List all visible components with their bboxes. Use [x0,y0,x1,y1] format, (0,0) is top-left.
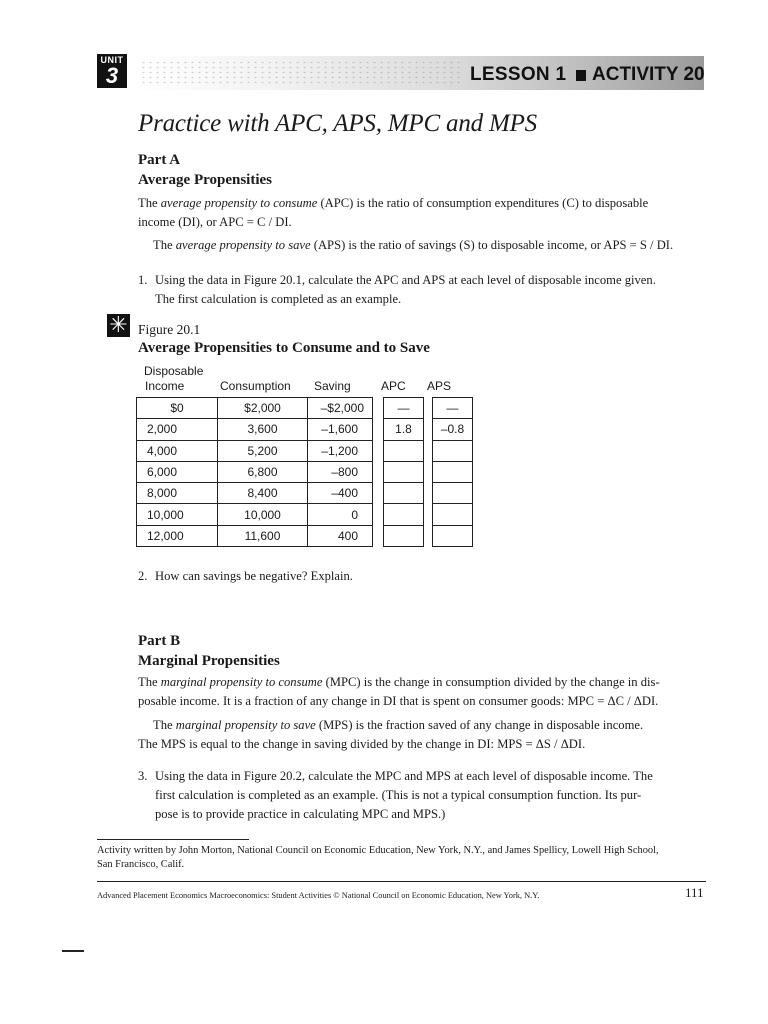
col-header-consumption: Consumption [220,379,291,393]
table-gap-cell [424,483,433,504]
text-span: (MPS) is the fraction saved of any change in disposable income. [315,718,644,732]
table-cell-consumption: 10,000 [218,504,308,525]
table-cell-apc [384,483,424,504]
lesson-label: LESSON 1 [470,64,567,85]
table-cell-saving: –1,200 [308,440,373,461]
text-span: posable income. It is a fraction of any change in DI that is spent on consumer goods: MPC = ΔC / ΔDI. [138,694,659,708]
unit-number: 3 [105,63,119,88]
table-cell-aps [433,525,473,546]
table-cell-consumption: 5,200 [218,440,308,461]
figure-label: Figure 20.1 [138,322,201,337]
table-cell-income: 4,000 [137,440,218,461]
footer-text: Advanced Placement Economics Macroeconomics: Student Activities © National Council on Economic Education, New York, N.Y. [97,891,540,900]
col-header-income-line2: Income [145,379,185,393]
text-span: (APC) is the ratio of consumption expenditures (C) to disposable [317,196,649,210]
square-bullet-icon [576,70,586,81]
table-cell-income: 2,000 [137,419,218,440]
table-cell-aps: — [433,398,473,419]
scan-mark [62,950,84,952]
col-header-income-line1: Disposable [144,364,204,378]
part-a-heading: Average Propensities [138,172,272,188]
question-text: Using the data in Figure 20.1, calculate the APC and APS at each level of disposable income given. [155,273,656,287]
mpc-definition [138,673,718,711]
mpc-term: marginal propensity to consume [160,675,323,689]
text-span: (APS) is the ratio of savings (S) to disposable income, or APS = S / DI. [310,238,674,252]
table-cell-income: 8,000 [137,483,218,504]
table-gap-cell [424,440,433,461]
table-cell-aps: –0.8 [433,419,473,440]
text-span: income (DI), or APC = C / DI. [138,215,292,229]
table-cell-consumption: $2,000 [218,398,308,419]
part-b-label: Part B [138,633,181,649]
unit-label: UNIT [100,55,124,65]
table-cell-saving: –$2,000 [308,398,373,419]
table-cell-aps [433,504,473,525]
text-span: The [138,196,161,210]
question-1 [138,271,718,309]
table-cell-saving: –400 [308,483,373,504]
table-row [137,483,473,504]
table-cell-aps [433,440,473,461]
footnote [97,844,709,872]
part-a-label: Part A [138,152,181,168]
table-row [137,461,473,482]
col-header-saving: Saving [314,379,351,393]
mps-definition [138,716,718,754]
footnote-line: Activity written by John Morton, National Council on Economic Education, New York, N.Y., and James Spellicy, Lowell High School, [97,845,659,856]
footnote-line: San Francisco, Calif. [97,859,185,870]
question-text: first calculation is completed as an example. (This is not a typical consumption function. Its pur- [155,788,642,802]
table-row [137,525,473,546]
table-cell-consumption: 11,600 [218,525,308,546]
table-gap-cell [373,419,384,440]
figure-20-1-table [136,397,473,547]
table-cell-saving: –800 [308,461,373,482]
table-row [137,419,473,440]
table-cell-consumption: 6,800 [218,461,308,482]
table-cell-apc [384,461,424,482]
table-gap-cell [373,461,384,482]
aps-definition [153,236,723,255]
table-cell-saving: 0 [308,504,373,525]
table-cell-consumption: 8,400 [218,483,308,504]
table-cell-apc: 1.8 [384,419,424,440]
apc-definition [138,194,718,232]
page-number: 111 [685,885,704,900]
table-cell-saving: 400 [308,525,373,546]
col-header-aps: APS [427,379,452,393]
text-span: The MPS is equal to the change in saving divided by the change in DI: MPS = ΔS / ΔDI. [138,737,586,751]
table-cell-income: 12,000 [137,525,218,546]
apc-term: average propensity to consume [160,196,318,210]
unit-badge [97,54,127,88]
table-cell-income: 6,000 [137,461,218,482]
text-span: (MPC) is the change in consumption divided by the change in dis- [322,675,660,689]
footer-rule [97,881,706,882]
table-gap-cell [373,398,384,419]
header-texture [140,60,460,86]
text-span: The [153,238,176,252]
question-text: pose is to provide practice in calculating MPC and MPS.) [155,807,446,821]
question-3 [138,767,718,824]
table-row [137,440,473,461]
table-cell-apc [384,504,424,525]
table-cell-aps [433,461,473,482]
footnote-rule [97,839,249,840]
table-row [137,398,473,419]
table-cell-income: $0 [137,398,218,419]
table-gap-cell [424,398,433,419]
table-cell-consumption: 3,600 [218,419,308,440]
question-number: 2. [138,569,148,583]
table-gap-cell [424,461,433,482]
table-gap-cell [424,504,433,525]
table-gap-cell [424,419,433,440]
table-cell-income: 10,000 [137,504,218,525]
table-cell-apc [384,525,424,546]
aps-term: average propensity to save [175,238,311,252]
col-header-apc: APC [381,379,406,393]
table-gap-cell [373,525,384,546]
question-text: Using the data in Figure 20.2, calculate the MPC and MPS at each level of disposable income. The [155,769,653,783]
mps-term: marginal propensity to save [175,718,316,732]
table-cell-apc: — [384,398,424,419]
asterisk-icon: ✳ [107,314,130,337]
table-row [137,504,473,525]
text-span: The [153,718,176,732]
table-cell-aps [433,483,473,504]
part-b-heading: Marginal Propensities [138,653,280,669]
table-cell-apc [384,440,424,461]
table-gap-cell [424,525,433,546]
table-gap-cell [373,483,384,504]
text-span: The [138,675,161,689]
question-number: 3. [138,769,148,783]
table-cell-saving: –1,600 [308,419,373,440]
table-gap-cell [373,440,384,461]
table-gap-cell [373,504,384,525]
question-text: The first calculation is completed as an example. [155,292,402,306]
page-title: Practice with APC, APS, MPC and MPS [138,110,537,137]
activity-label: ACTIVITY 20 [592,64,705,85]
figure-title: Average Propensities to Consume and to Save [138,340,430,356]
question-number: 1. [138,273,148,287]
question-2 [138,567,353,586]
propensity-table [136,397,473,547]
question-text: How can savings be negative? Explain. [155,569,353,583]
